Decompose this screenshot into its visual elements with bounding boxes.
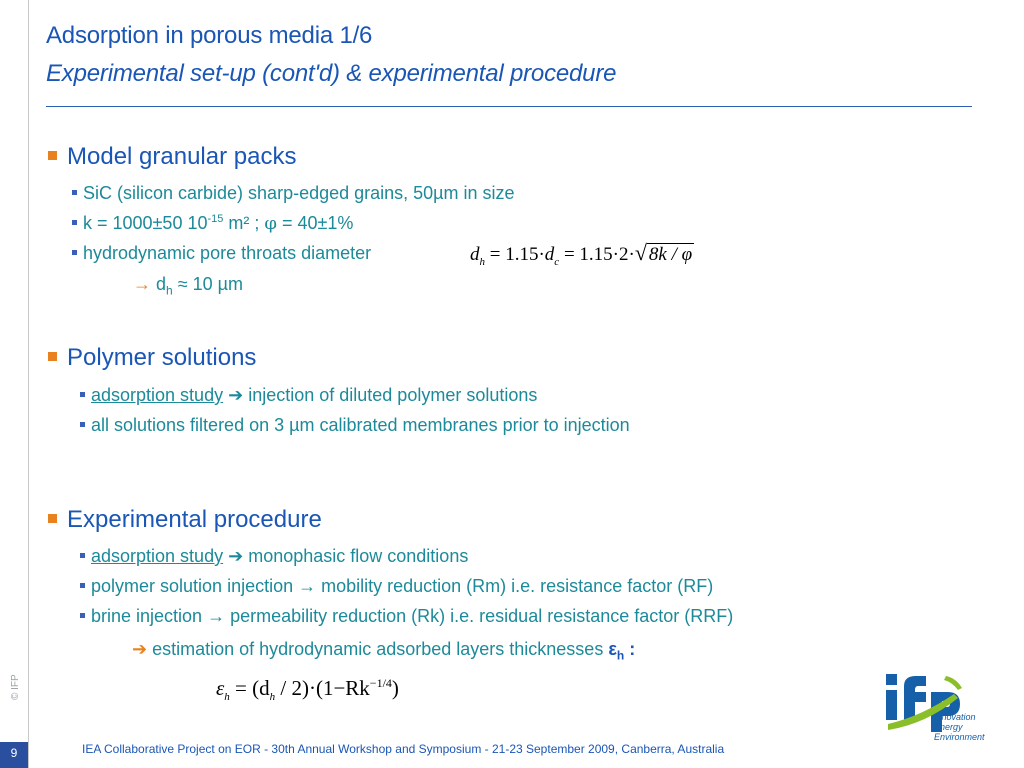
list-item-filtered-solutions: all solutions filtered on 3 µm calibrated membranes prior to injection [80, 415, 630, 436]
epsilon-symbol: ε [608, 639, 617, 659]
copyright-notice: © IFP [10, 674, 21, 700]
title-divider [46, 106, 972, 107]
list-item-pore-throats: hydrodynamic pore throats diameter [72, 243, 371, 264]
arrow-right-icon: → [207, 606, 226, 626]
adsorption-study-link[interactable]: adsorption study [91, 385, 224, 405]
square-bullet-icon [80, 613, 85, 618]
square-bullet-icon [80, 392, 85, 397]
square-bullet-icon [72, 190, 77, 195]
list-item-sic: SiC (silicon carbide) sharp-edged grains, 50µm in size [72, 183, 515, 204]
list-item-brine-injection: brine injection → permeability reduction (Rk) i.e. residual resistance factor (RRF) [80, 606, 733, 627]
slide-title: Adsorption in porous media 1/6 [46, 22, 373, 49]
slide-subtitle: Experimental set-up (cont'd) & experimental procedure [46, 60, 617, 87]
section-title-granular-packs: Model granular packs [48, 143, 296, 171]
square-bullet-icon [80, 583, 85, 588]
section-title-polymer-solutions: Polymer solutions [48, 344, 256, 372]
section-title-experimental-procedure: Experimental procedure [48, 506, 322, 534]
page-number: 9 [0, 742, 28, 768]
list-item-adsorption-injection: adsorption study ➔ injection of diluted polymer solutions [80, 385, 537, 406]
phi-symbol: φ [264, 213, 277, 234]
list-item-estimation: ➔ estimation of hydrodynamic adsorbed layers thicknesses $\varepsilon_h$ : [132, 639, 636, 663]
orange-bullet-icon [48, 514, 57, 523]
square-bullet-icon [72, 220, 77, 225]
bold-arrow-icon: ➔ [132, 639, 148, 659]
orange-bullet-icon [48, 151, 57, 160]
list-item-adsorption-monophasic: adsorption study ➔ monophasic flow conditions [80, 546, 468, 567]
ifp-logo [882, 672, 1002, 752]
square-bullet-icon [72, 250, 77, 255]
footer-text: IEA Collaborative Project on EOR - 30th Annual Workshop and Symposium - 21-23 September 2009, Canberra, Australia [82, 742, 725, 756]
arrow-right-icon: → [133, 274, 151, 294]
equation-dh: $d_h = 1.15\cdot d_c = 1.15\cdot 2\cdot√$ 8k / φ [470, 240, 693, 268]
adsorption-study-link[interactable]: adsorption study [91, 546, 224, 566]
list-item-polymer-injection: polymer solution injection → mobility reduction (Rm) i.e. resistance factor (RF) [80, 576, 713, 597]
arrow-right-icon: → [298, 576, 317, 596]
list-item-dh-result: → $d_h \approx 10$ µm [133, 274, 243, 298]
square-bullet-icon [80, 422, 85, 427]
sqrt-sign-icon: √ [634, 240, 647, 265]
left-margin-line [28, 0, 29, 768]
bold-arrow-icon: ➔ [228, 385, 244, 405]
list-item-permeability-porosity: k = 1000±50 $10^{-15}$ m² ; φ = 40±1% [72, 213, 353, 234]
bold-arrow-icon: ➔ [228, 546, 244, 566]
square-bullet-icon [80, 553, 85, 558]
orange-bullet-icon [48, 352, 57, 361]
equation-epsilon: $\varepsilon_h = (d_h / 2)\cdot(1-Rk^{-1/4})$ [216, 676, 399, 704]
logo-tagline: Innovation Energy Environment [934, 712, 985, 742]
